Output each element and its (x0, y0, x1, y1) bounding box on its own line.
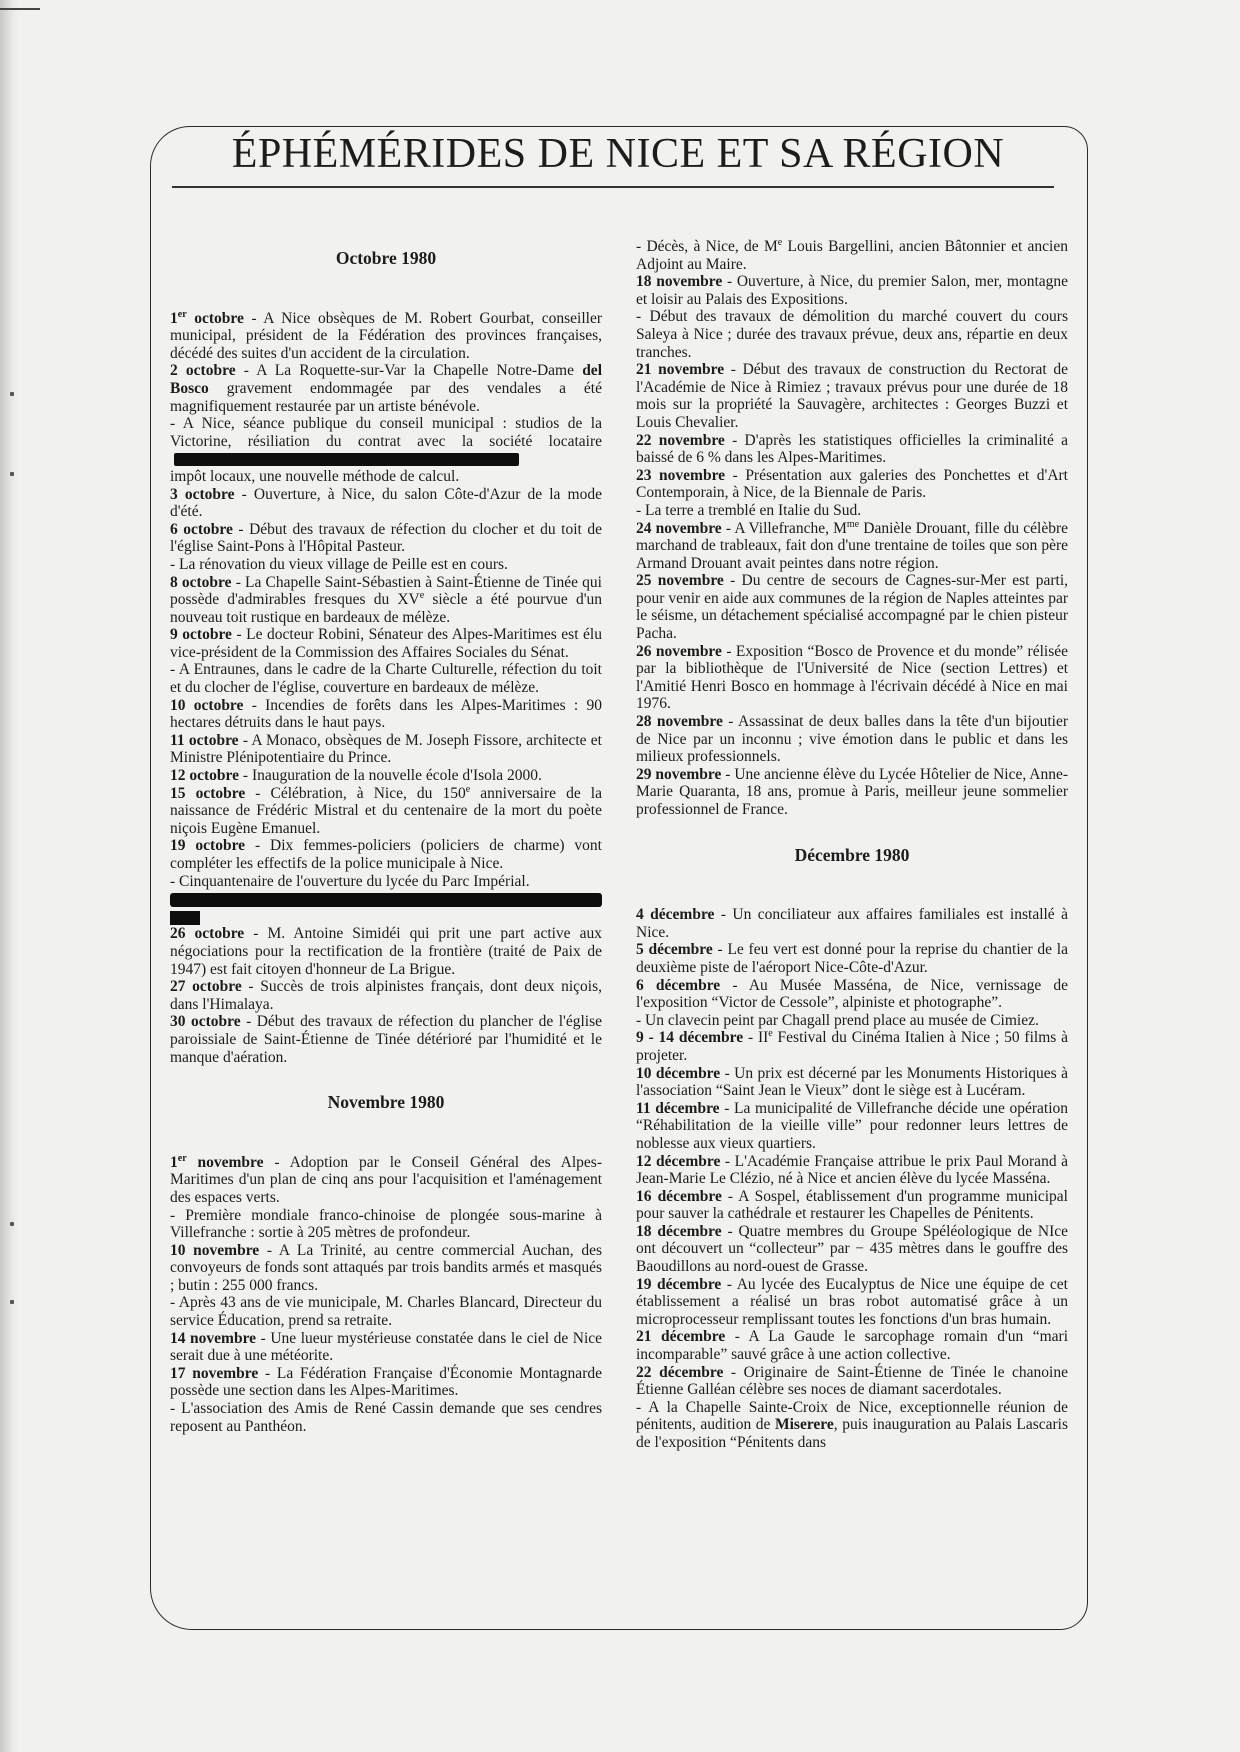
entry-dec-21: 21 décembre - A La Gaude le sarcophage romain d'un “mari incomparable” sauvé grâce à une action collective. (636, 1328, 1069, 1364)
entry-oct-6b: - La rénovation du vieux village de Peille est en cours. (170, 555, 508, 573)
entry-nov-17b: - L'association des Amis de René Cassin demande que ses cendres reposent au Panthéon. (170, 1400, 602, 1435)
entry-oct-30: 30 octobre - Début des travaux de réfection du plancher de l'église paroissiale de Saint-Étienne de Tinée détérioré par l'humidité et le manque d'aération. (170, 1013, 602, 1066)
entry-nov-14: 14 novembre - Une lueur mystérieuse constatée dans le ciel de Nice serait due à une météorite. (170, 1329, 603, 1365)
entry-nov-26: 26 novembre - Exposition “Bosco de Provence et du monde” rélisée par la bibliothèque de l'Université de Nice (section Lettres) et l'Amitié Henri Bosco en hommage à l'écrivain décédé à Nice en mai 1976. (636, 642, 1068, 713)
entry-nov-23: 23 novembre - Présentation aux galeries des Ponchettes et d'Art Contemporain, à Nice, de la Biennale de Paris. (636, 466, 1068, 502)
entry-dec-18: 18 décembre - Quatre membres du Groupe Spéléologique de NIce ont découvert un “collecteur” par − 435 mètres dans le gouffre des Baoudillons au nord-ouest de Grasse. (636, 1222, 1068, 1276)
title-rule (172, 186, 1054, 188)
entry-nov-28: 28 novembre - Assassinat de deux balles dans la tête d'un bijoutier de Nice par un inconnu ; vive émotion dans le public et dans les milieux professionnels. (636, 713, 1068, 766)
margin-dot (10, 1222, 14, 1226)
entry-nov-21: 21 novembre - Début des travaux de construction du Rectorat de l'Académie de Nice à Rimiez ; travaux prévus pour une durée de 18 mois sur la propriété la Sauvagère, architectes : Georges Buzzi et Louis Chevalier. (636, 361, 1068, 431)
entry-dec-12: 12 décembre - L'Académie Française attribue le prix Paul Morand à Jean-Marie Le Clézio, né à Nice et ancien élève du lycée Masséna. (636, 1152, 1069, 1188)
page-title: ÉPHÉMÉRIDES DE NICE ET SA RÉGION (231, 131, 1005, 177)
entry-nov-10: 10 novembre - A La Trinité, au centre commercial Auchan, des convoyeurs de fonds sont attaqués par trois bandits armés et masqués ; butin : 255 000 francs. (170, 1241, 602, 1294)
entry-nov-29: 29 novembre - Une ancienne élève du Lycée Hôtelier de Nice, Anne-Marie Quaranta, 18 ans, promue à Paris, meilleur jeune sommelier professionnel de France. (636, 765, 1068, 818)
entry-dec-6b: - Un clavecin peint par Chagall prend place au musée de Cimiez. (636, 1011, 1039, 1029)
redaction-bar (170, 890, 602, 908)
entry-dec-10: 10 décembre - Un prix est décerné par les Monuments Historiques à l'association “Saint Jean le Vieux” dont le siège est à Lucéram. (636, 1064, 1068, 1100)
entry-oct-3: 3 octobre - Ouverture, à Nice, du salon Côte-d'Azur de la mode d'été. (170, 485, 602, 521)
entry-dec-9: 9 - 14 décembre - IIe Festival du Cinéma Italien à Nice ; 50 films à projeter. (636, 1028, 1068, 1064)
entry-oct-2c: impôt locaux, une nouvelle méthode de calcul. (170, 467, 460, 485)
entry-oct-19b: - Cinquantenaire de l'ouverture du lycée du Parc Impérial. (170, 872, 530, 890)
left-column (170, 238, 602, 1435)
entry-nov-18: 18 novembre - Ouverture, à Nice, du premier Salon, mer, montagne et loisir au Palais des Expositions. (636, 273, 1069, 308)
entry-dec-16: 16 décembre - A Sospel, établissement d'un programme municipal pour sauver la cathédrale et restaurer les Chapelles de Pénitents. (636, 1187, 1068, 1223)
entry-oct-26: 26 octobre - M. Antoine Simidéi qui prit une part active aux négociations pour la rectification de la frontière (traité de Paix de 1947) est fait citoyen d'honneur de La Brigue. (170, 925, 602, 978)
entry-dec-22b: - A la Chapelle Sainte-Croix de Nice, exceptionnelle réunion de pénitents, audition de Miserere, puis inauguration au Palais Lascaris de l'exposition “Pénitents dans (636, 1398, 1068, 1451)
entry-oct-10: 10 octobre - Incendies de forêts dans les Alpes-Maritimes : 90 hectares détruits dans le haut pays. (170, 696, 602, 732)
entry-oct-11: 11 octobre - A Monaco, obsèques de M. Joseph Fissore, architecte et Ministre Plénipotentiaire du Prince. (170, 731, 602, 767)
entry-dec-4: 4 décembre - Un conciliateur aux affaires familiales est installé à Nice. (636, 906, 1068, 941)
entry-oct-8: 8 octobre - La Chapelle Saint-Sébastien à Saint-Étienne de Tinée qui possède d'admirables fresques du XVe siècle a été pourvue d'un nouveau toit rustique en bardeaux de mélèze. (170, 573, 602, 626)
entry-nov-1b: - Première mondiale franco-chinoise de plongée sous-marine à Villefranche : sortie à 205 mètres de profondeur. (170, 1206, 602, 1242)
month-heading-october: Octobre 1980 (335, 248, 437, 268)
entry-oct-9b: - A Entraunes, dans le cadre de la Charte Culturelle, réfection du toit et du clocher de l'église, couverture en bardeaux de mélèze. (170, 661, 602, 697)
entry-nov-1: 1er novembre - Adoption par le Conseil Général des Alpes-Maritimes d'un plan de cinq ans pour l'acquisition et l'aménagement des espaces verts. (170, 1152, 602, 1206)
entry-nov-23b: - La terre a tremblé en Italie du Sud. (636, 501, 862, 519)
redaction-bar (170, 908, 602, 926)
entry-nov-17c: - Décès, à Nice, de Me Louis Bargellini, ancien Bâtonnier et ancien Adjoint au Maire. (636, 237, 1068, 273)
entry-oct-12: 12 octobre - Inauguration de la nouvelle école d'Isola 2000. (170, 767, 542, 785)
entry-oct-19: 19 octobre - Dix femmes-policiers (policiers de charme) vont compléter les effectifs de la police municipale à Nice. (170, 837, 602, 872)
entry-nov-22: 22 novembre - D'après les statistiques officielles la criminalité a baissé de 6 % dans les Alpes-Maritimes. (636, 431, 1068, 467)
entry-oct-2b: - A Nice, séance publique du conseil municipal : studios de la Victorine, résiliation du contrat avec la société locataire (170, 415, 602, 468)
redaction-bar (174, 453, 519, 466)
entry-dec-19: 19 décembre - Au lycée des Eucalyptus de Nice une équipe de cet établissement a réalisé un bras robot automatisé grâce à un microprocesseur remplissant toutes les fonctions d'un bras humain. (636, 1275, 1068, 1328)
entry-oct-1: 1er octobre - A Nice obsèques de M. Robert Gourbat, conseiller municipal, président de la Fédération des provinces françaises, décédé des suites d'un accident de la circulation. (170, 308, 602, 362)
month-heading-december: Décembre 1980 (794, 844, 910, 865)
entry-nov-10b: - Après 43 ans de vie municipale, M. Charles Blancard, Directeur du service Éducation, prend sa retraite. (170, 1294, 602, 1330)
entry-dec-6: 6 décembre - Au Musée Masséna, de Nice, vernissage de l'exposition “Victor de Cessole”, alpiniste et photographe”. (636, 976, 1068, 1012)
margin-dot (10, 392, 14, 396)
entry-dec-5: 5 décembre - Le feu vert est donné pour la reprise du chantier de la deuxième piste de l'aéroport Nice-Côte-d'Azur. (636, 941, 1068, 976)
entry-oct-15: 15 octobre - Célébration, à Nice, du 150e anniversaire de la naissance de Frédéric Mistral et du centenaire de la mort du poète niçois Eugène Emanuel. (170, 783, 602, 837)
entry-nov-18b: - Début des travaux de démolition du marché couvert du cours Saleya à Nice ; durée des travaux prévue, deux ans, répartie en deux tranches. (636, 308, 1068, 361)
entry-oct-27: 27 octobre - Succès de trois alpinistes français, dont deux niçois, dans l'Himalaya. (170, 978, 602, 1013)
entry-nov-24: 24 novembre - A Villefranche, $M^{me}$ Danièle Drouant, fille du célèbre marchand de trableaux, fait don d'une trentaine de toiles que son père Armand Drouant avait peintes dans notre région. (636, 518, 1069, 572)
entry-dec-22: 22 décembre - Originaire de Saint-Étienne de Tinée le chanoine Étienne Galléan célèbre ses noces de diamant sacerdotales. (636, 1363, 1068, 1399)
binding-shadow (0, 0, 18, 1752)
margin-dot (10, 1300, 14, 1304)
right-column (636, 238, 1068, 1452)
entry-oct-6: 6 octobre - Début des travaux de réfection du clocher et du toit de l'église Saint-Pons à l'Hôpital Pasteur. (170, 520, 602, 556)
entry-dec-11: 11 décembre - La municipalité de Villefranche décide une opération “Réhabilitation de la vieille ville” pour redonner leurs lettres de noblesse aux vieux quartiers. (636, 1099, 1069, 1152)
entry-nov-17: 17 novembre - La Fédération Française d'Économie Montagnarde possède une section dans les Alpes-Maritimes. (170, 1364, 602, 1400)
margin-dot (10, 472, 14, 476)
month-heading-november: Novembre 1980 (327, 1092, 445, 1113)
entry-oct-2: 2 octobre - A La Roquette-sur-Var la Chapelle Notre-Dame del Bosco gravement endommagée par des vendales a été magnifiquement restaurée par un artiste bénévole. (170, 362, 602, 415)
entry-nov-25: 25 novembre - Du centre de secours de Cagnes-sur-Mer est parti, pour venir en aide aux communes de la région de Naples atteintes par le séisme, un détachement spécialisé accompagné par le chien pisteur Pacha. (636, 572, 1068, 643)
entry-oct-9: 9 octobre - Le docteur Robini, Sénateur des Alpes-Maritimes est élu vice-président de la Commission des Affaires Sociales du Sénat. (170, 626, 602, 661)
corner-rule (0, 8, 40, 10)
